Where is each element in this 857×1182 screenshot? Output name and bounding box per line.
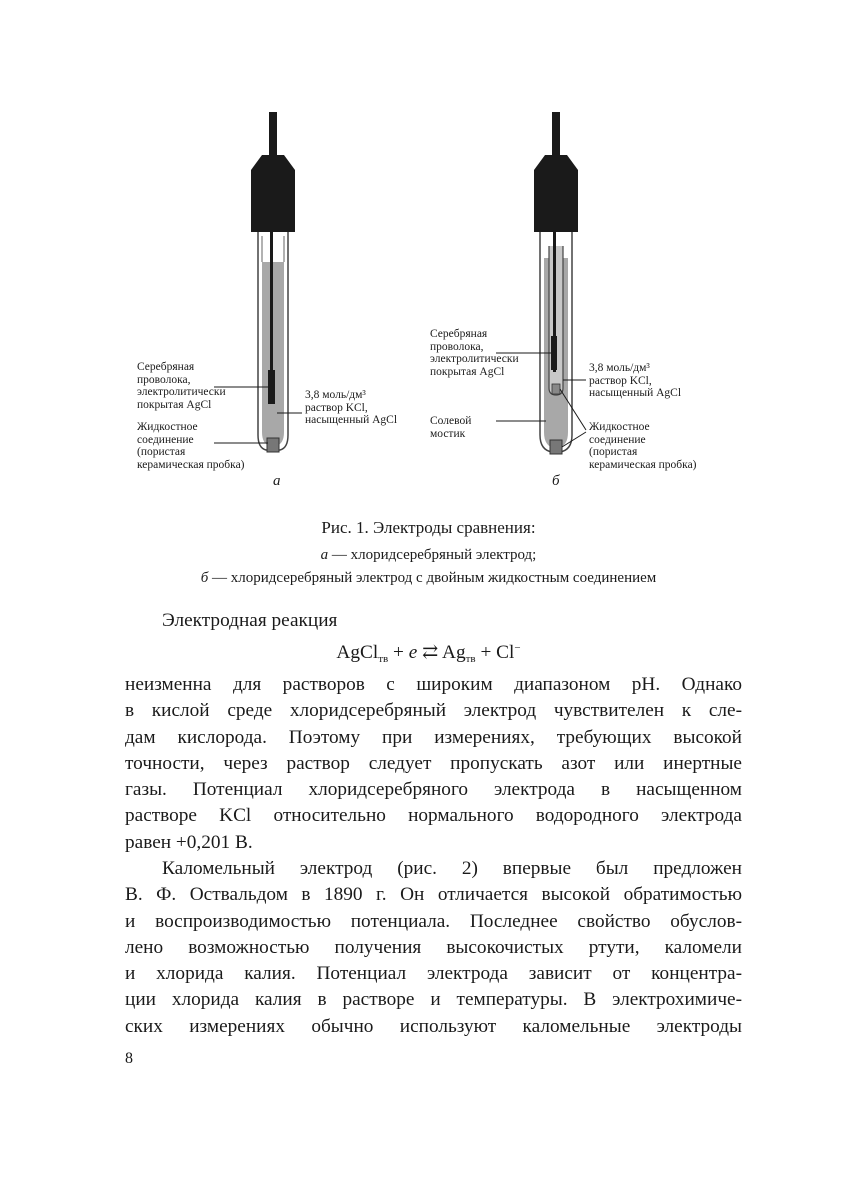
p2-line: ских измерениях обычно используют каломельные электроды (125, 1015, 742, 1037)
caption-a-letter: а (320, 547, 329, 563)
right-solution-label: 3,8 моль/дм³ раствор KCl, насыщенный AgCl (589, 362, 682, 399)
right-sublabel: б (552, 473, 560, 489)
right-wire-label: Серебряная проволока, электролитически покрытая AgCl (430, 328, 519, 378)
caption-b-text: — хлоридсеребряный электрод с двойным жидкостным соединением (208, 570, 657, 586)
figure-caption-a (0, 547, 857, 564)
paragraph-2 (125, 856, 742, 1040)
figure-caption-title: Рис. 1. Электроды сравнения: (321, 518, 536, 537)
electrode-a-drawing (214, 112, 302, 452)
p1-line: растворе KCl относительно нормального водородного электрода (125, 805, 742, 827)
caption-b-letter: б (200, 570, 209, 586)
electrode-b-drawing (496, 112, 586, 454)
p1-line: газы. Потенциал хлоридсеребряного электрода в насыщенном (125, 779, 742, 801)
p2-line: Каломельный электрод (рис. 2) впервые был предложен (162, 858, 742, 879)
p2-line: и хлорида калия. Потенциал электрода зависит от концентра- (125, 963, 742, 985)
p2-line: ции хлорида калия в растворе и температуры. В электрохимиче- (125, 989, 742, 1011)
left-junction-label: Жидкостное соединение (пористая керамическая пробка) (137, 421, 245, 471)
left-wire-label: Серебряная проволока, электролитически покрытая AgCl (137, 361, 226, 411)
p1-line: неизменна для растворов с широким диапазоном pH. Однако (125, 674, 742, 695)
p2-line: В. Ф. Оствальдом в 1890 г. Он отличается высокой обратимостью (125, 884, 742, 906)
paragraph-1 (125, 672, 742, 856)
caption-a-text: — хлоридсеребряный электрод; (328, 547, 537, 563)
reaction-formula: AgCl$_{тв}$ + e ⇄ $Ag_{тв} + Cl^-$ (336, 642, 521, 665)
page-number: 8 (125, 1050, 133, 1067)
figure-caption-b (0, 570, 857, 587)
right-bridge-label: Солевой мостик (430, 415, 472, 440)
left-sublabel: а (273, 473, 281, 489)
right-junction-label: Жидкостное соединение (пористая керамическая пробка) (589, 421, 697, 471)
reaction-intro: Электродная реакция (162, 610, 338, 631)
electrode-figure (0, 0, 857, 510)
p2-line: и воспроизводимостью потенциала. Последнее свойство обуслов- (125, 910, 742, 932)
p1-line: дам кислорода. Поэтому при измерениях, требующих высокой (125, 726, 742, 748)
p1-last-line: равен +0,201 В. (125, 831, 253, 853)
left-solution-label: 3,8 моль/дм³ раствор KCl, насыщенный AgCl (305, 389, 398, 426)
p1-line: в кислой среде хлоридсеребряный электрод чувствителен к сле- (125, 700, 742, 722)
p2-line: лено возможностью получения высокочистых ртути, каломели (125, 936, 742, 958)
p1-line: точности, через раствор следует пропускать азот или инертные (125, 752, 742, 774)
